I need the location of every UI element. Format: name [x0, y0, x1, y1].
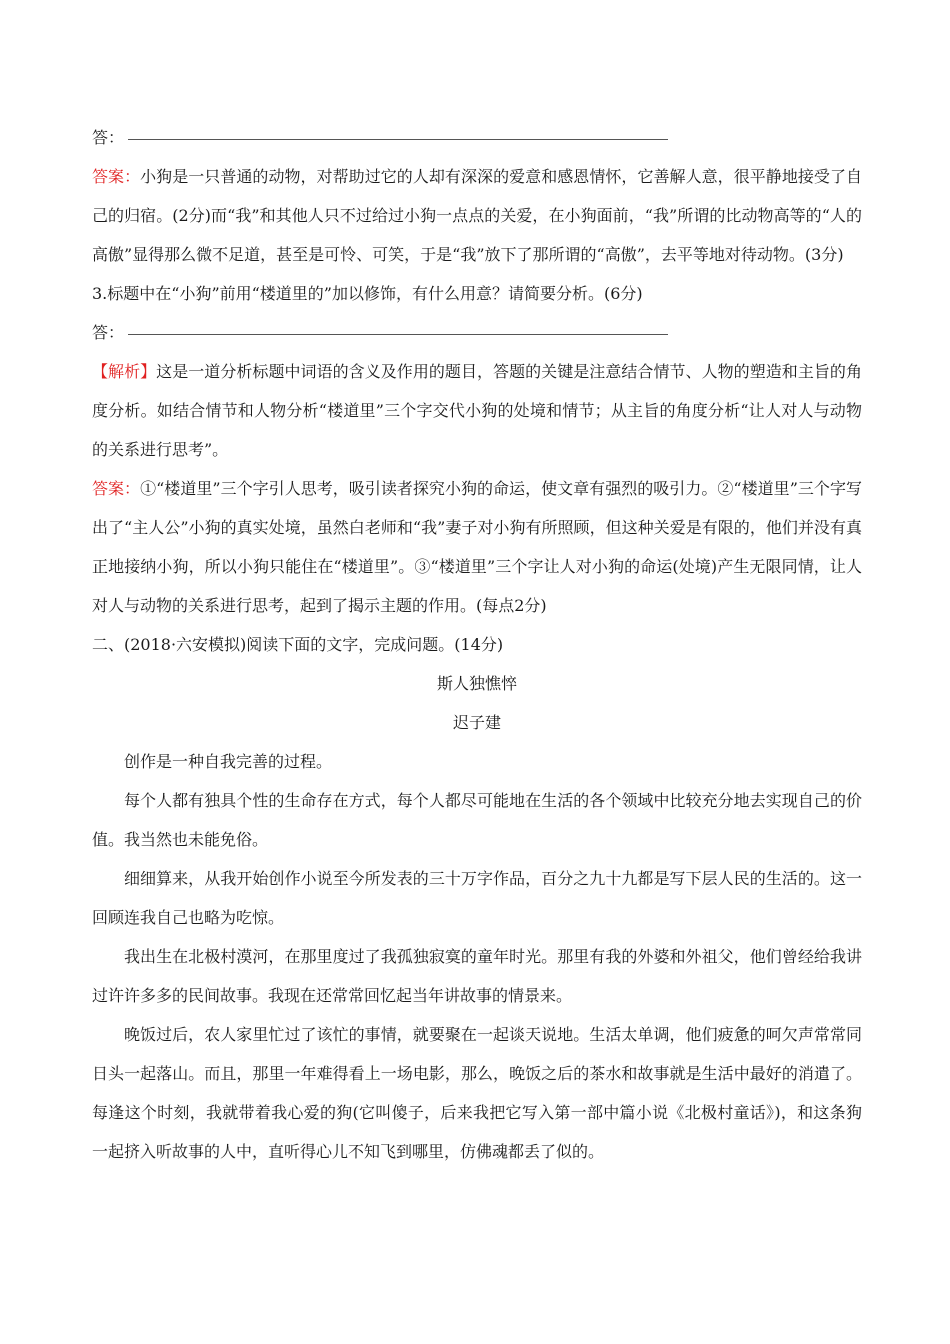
article-paragraph: 每个人都有独具个性的生命存在方式，每个人都尽可能地在生活的各个领域中比较充分地去实现自己的价值。我当然也未能免俗。: [92, 791, 862, 849]
answer-label: 答案：: [92, 167, 141, 186]
answer-blank-line: [128, 138, 668, 140]
q3-analysis: [92, 352, 862, 469]
answer-prompt: 答：: [92, 128, 125, 147]
q2-answer: [92, 157, 862, 274]
analysis-text: 这是一道分析标题中词语的含义及作用的题目，答题的关键是注意结合情节、人物的塑造和主旨的角度分析。如结合情节和人物分析“楼道里”三个字交代小狗的处境和情节；从主旨的角度分析“让人对人与动物的关系进行思考”。: [92, 362, 862, 459]
analysis-label: 【解析】: [92, 362, 157, 381]
document-content: [92, 118, 862, 1171]
q2-answer-prompt-line: [92, 118, 862, 157]
answer-prompt: 答：: [92, 323, 125, 342]
answer-text: ①“楼道里”三个字引人思考，吸引读者探究小狗的命运，使文章有强烈的吸引力。②“楼道里”三个字写出了“主人公”小狗的真实处境，虽然白老师和“我”妻子对小狗有所照顾，但这种关爱是有限的，他们并没有真正地接纳小狗，所以小狗只能住在“楼道里”。③“楼道里”三个字让人对小狗的命运(处境)产生无限同情，让人对人与动物的关系进行思考，起到了揭示主题的作用。(每点2分): [92, 479, 862, 615]
article-paragraph: 我出生在北极村漠河，在那里度过了我孤独寂寞的童年时光。那里有我的外婆和外祖父，他们曾经给我讲过许许多多的民间故事。我现在还常常回忆起当年讲故事的情景来。: [92, 947, 862, 1005]
answer-label: 答案：: [92, 479, 141, 498]
answer-text: 小狗是一只普通的动物，对帮助过它的人却有深深的爱意和感恩情怀，它善解人意，很平静地接受了自己的归宿。(2分)而“我”和其他人只不过给过小狗一点点的关爱，在小狗面前，“我”所谓的比动物高等的“人的高傲”显得那么微不足道，甚至是可怜、可笑，于是“我”放下了那所谓的“高傲”，去平等地对待动物。(3分): [92, 167, 862, 264]
article-paragraph: 细细算来，从我开始创作小说至今所发表的三十万字作品，百分之九十九都是写下层人民的生活的。这一回顾连我自己也略为吃惊。: [92, 869, 862, 927]
article-paragraph: 晚饭过后，农人家里忙过了该忙的事情，就要聚在一起谈天说地。生活太单调，他们疲惫的呵欠声常常同日头一起落山。而且，那里一年难得看上一场电影，那么，晚饭之后的茶水和故事就是生活中最好的消遣了。每逢这个时刻，我就带着我心爱的狗(它叫傻子，后来我把它写入第一部中篇小说《北极村童话》)，和这条狗一起挤入听故事的人中，直听得心儿不知飞到哪里，仿佛魂都丢了似的。: [92, 1025, 862, 1161]
article-paragraph: 创作是一种自我完善的过程。: [124, 752, 333, 771]
article-author: 迟子建: [452, 713, 501, 732]
q3-question: 3.标题中在“小狗”前用“楼道里的”加以修饰，有什么用意？请简要分析。(6分): [92, 284, 643, 303]
article-title: 斯人独憔悴: [436, 674, 517, 693]
section-heading: 二、(2018·六安模拟)阅读下面的文字，完成问题。(14分): [92, 635, 504, 654]
q3-answer: [92, 469, 862, 625]
q3-answer-prompt-line: [92, 313, 862, 352]
answer-blank-line: [128, 333, 668, 335]
